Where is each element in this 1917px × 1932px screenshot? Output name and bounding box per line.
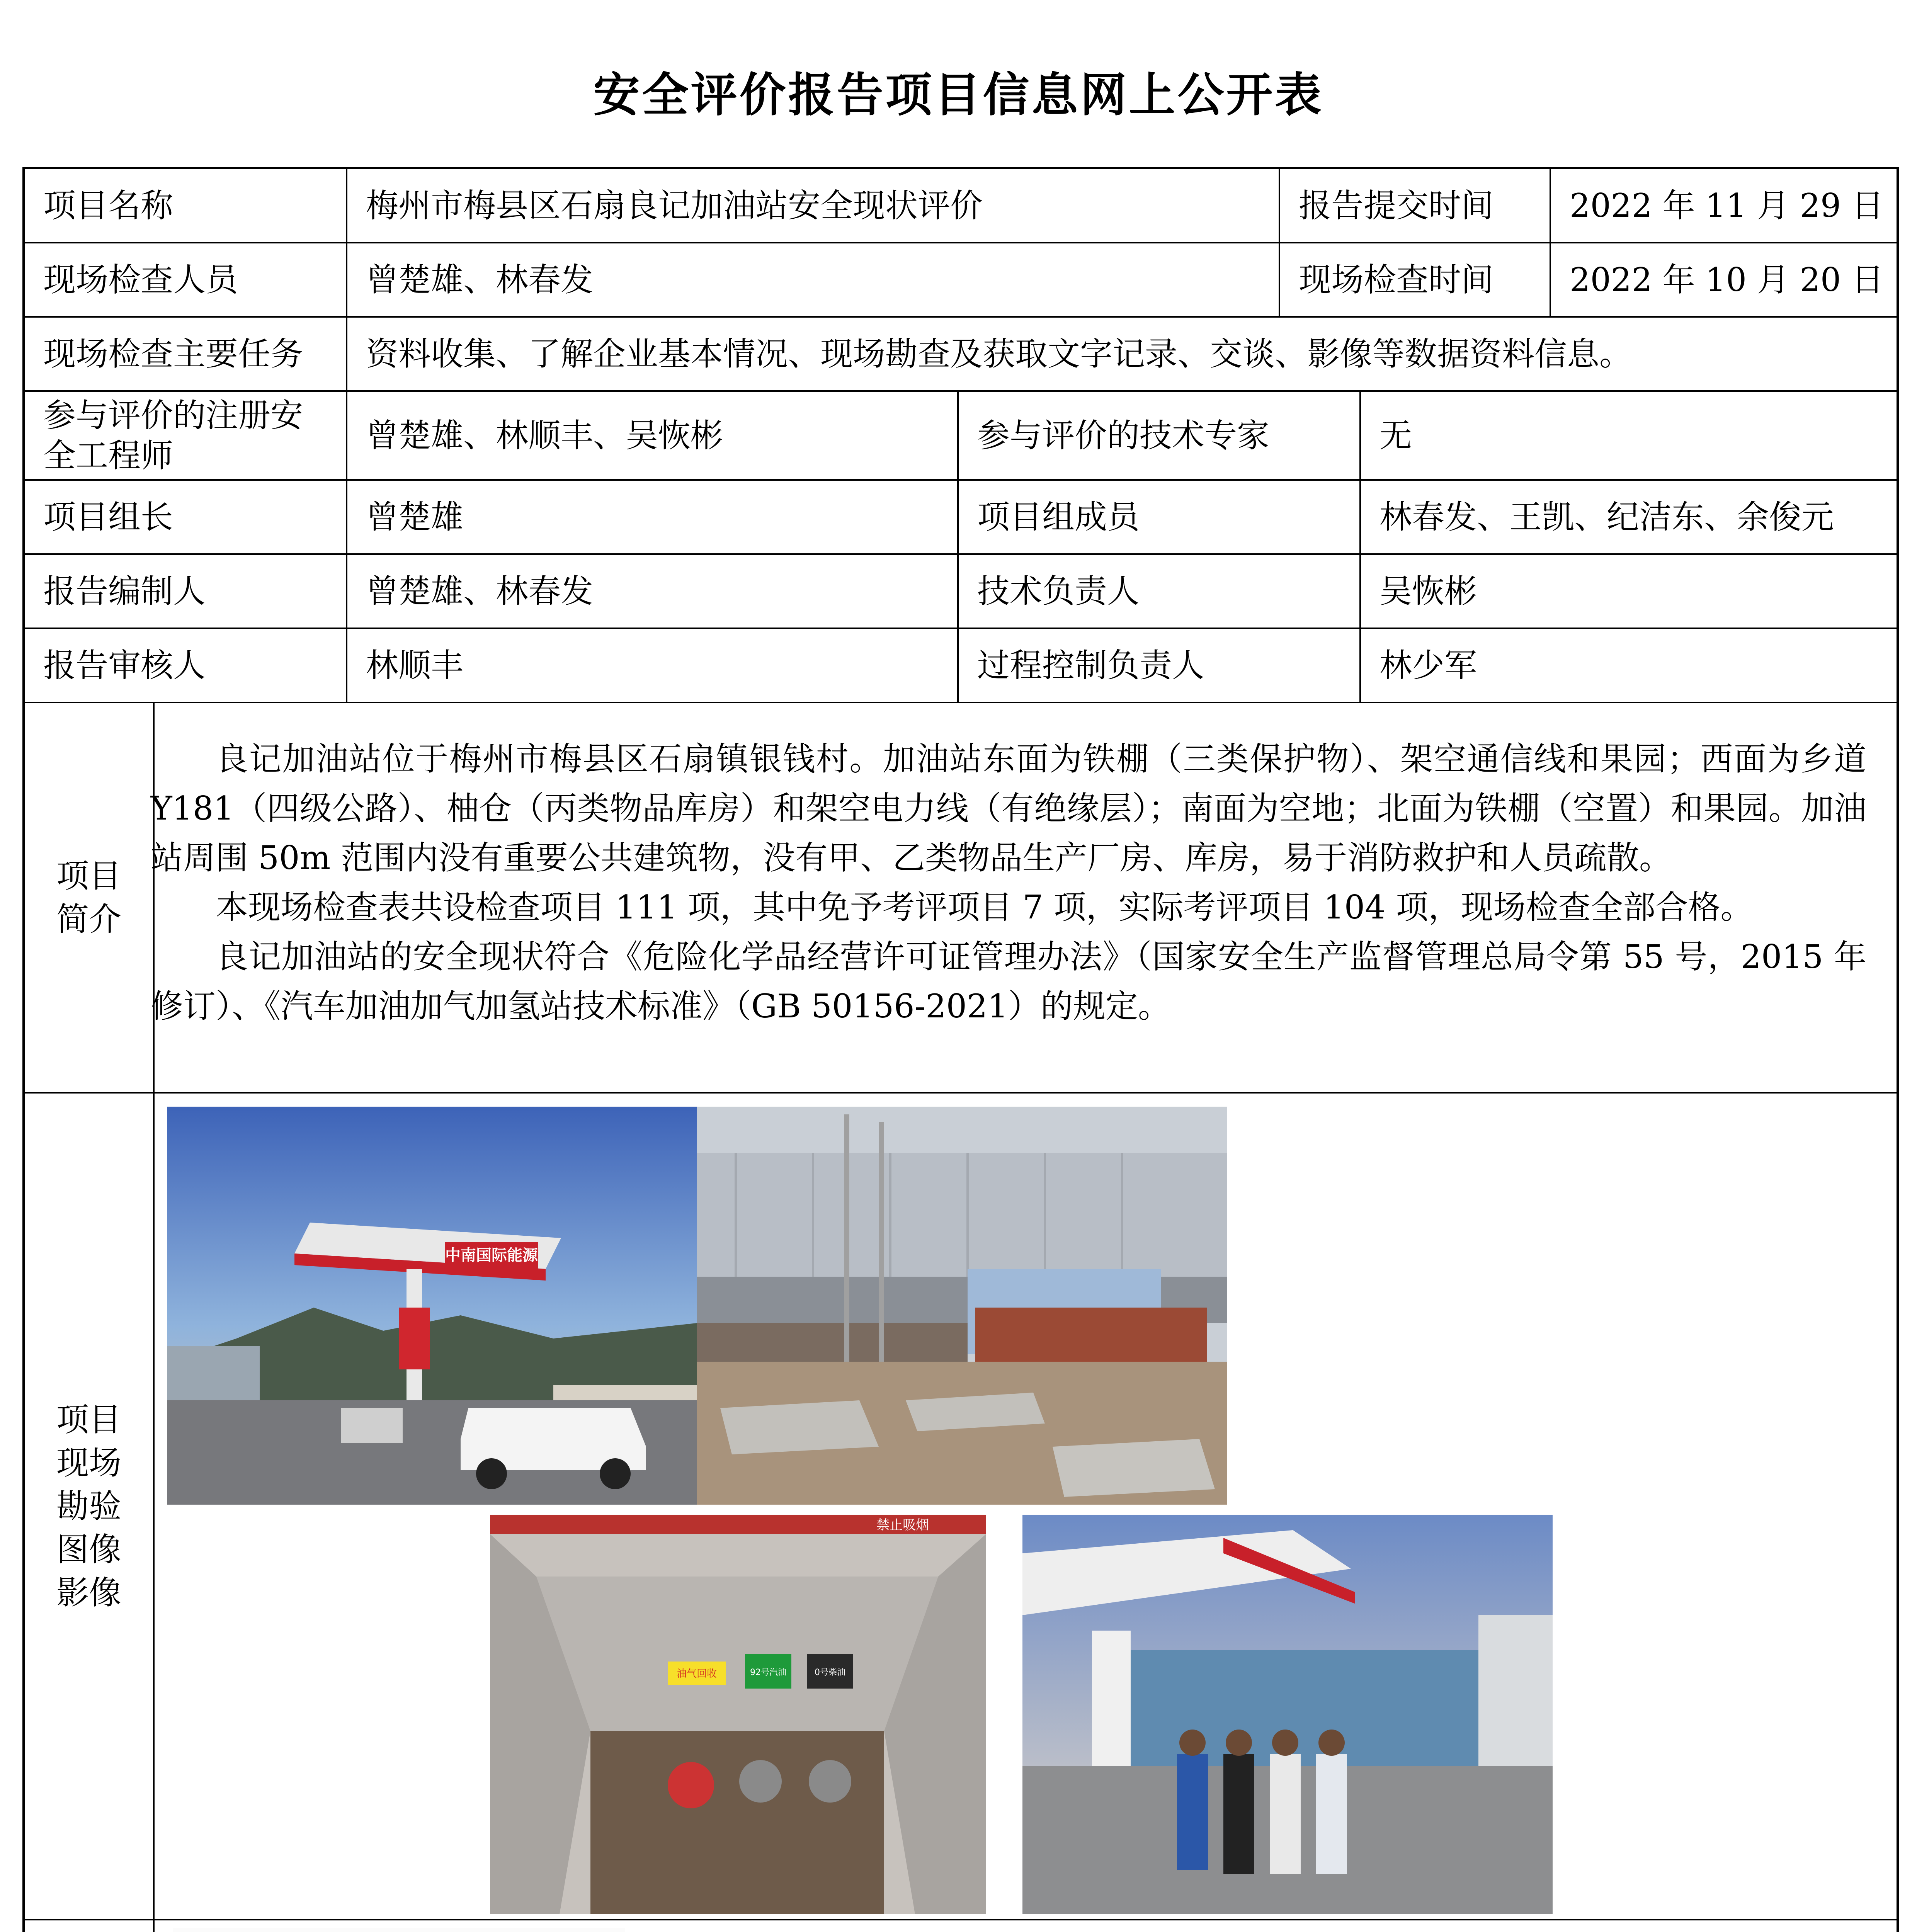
scan-signature-page — [657, 1928, 1101, 1932]
photos-label-cell — [25, 1094, 155, 1920]
tech-lead-value: 吴恢彬 — [1361, 555, 1897, 629]
reviewer-label: 报告审核人 — [25, 629, 347, 703]
reviewer-value: 林顺丰 — [347, 629, 959, 703]
tag-vapor-text: 油气回收 — [676, 1668, 717, 1680]
banner-text: 禁止吸烟 — [876, 1517, 929, 1533]
editor-label: 报告编制人 — [25, 555, 347, 629]
inspect-time-value: 2022 年 10 月 20 日 — [1551, 243, 1897, 318]
photo-inspectors-image — [1022, 1515, 1553, 1914]
process-lead-label: 过程控制负责人 — [959, 629, 1361, 703]
members-label: 项目组成员 — [959, 481, 1361, 555]
leader-value: 曾楚雄 — [347, 481, 959, 555]
intro-label: 项目简介 — [56, 857, 121, 938]
intro-paragraph: 良记加油站位于梅州市梅县区石扇镇银钱村。加油站东面为铁棚（三类保护物）、架空通信线和果园；西面为乡道 Y181（四级公路）、柚仓（丙类物品库房）和架空电力线（有绝缘层）；南面为空地；北面为铁棚（空置）和果园。加油站周围 50m 范围内没有重要公共建筑物，没有甲、乙类物品生产厂房、库房，易于消防救护和人员疏散。 — [151, 740, 1866, 877]
experts-value: 无 — [1361, 392, 1897, 481]
photo-inspectors — [1022, 1515, 1553, 1914]
members-value: 林春发、王凯、纪洁东、余俊元 — [1361, 481, 1897, 555]
leader-label: 项目组长 — [25, 481, 347, 555]
intro-label-cell — [25, 703, 155, 1094]
photo-tank-area — [697, 1107, 1227, 1505]
experts-label: 参与评价的技术专家 — [959, 392, 1361, 481]
scan-conclusion-page — [1105, 1928, 1550, 1932]
main-task-label: 现场检查主要任务 — [25, 318, 347, 392]
main-task-value: 资料收集、了解企业基本情况、现场勘查及获取文字记录、交谈、影像等数据资料信息。 — [347, 318, 1897, 392]
tech-lead-label: 技术负责人 — [959, 555, 1361, 629]
tag-92-text: 92号汽油 — [750, 1668, 786, 1677]
photo-valve-box-image — [490, 1515, 986, 1914]
engineers-label: 参与评价的注册安全工程师 — [25, 392, 347, 481]
photo-tank-area-image — [697, 1107, 1227, 1505]
photo-station-canopy-image — [167, 1107, 697, 1505]
submit-time-value: 2022 年 11 月 29 日 — [1551, 169, 1897, 243]
scan-report-cover — [173, 1928, 625, 1932]
tag-0-text: 0号柴油 — [815, 1668, 845, 1677]
engineers-value: 曾楚雄、林顺丰、吴恢彬 — [347, 392, 959, 481]
project-name-label: 项目名称 — [25, 169, 347, 243]
intro-text — [151, 734, 1866, 1031]
project-name-value: 梅州市梅县区石扇良记加油站安全现状评价 — [347, 169, 1280, 243]
scans-label-cell — [25, 1920, 155, 1932]
submit-time-label: 报告提交时间 — [1280, 169, 1551, 243]
inspectors-label: 现场检查人员 — [25, 243, 347, 318]
process-lead-value: 林少军 — [1361, 629, 1897, 703]
intro-paragraph: 良记加油站的安全现状符合《危险化学品经营许可证管理办法》（国家安全生产监督管理总局令第 55 号，2015 年修订）、《汽车加油加气加氢站技术标准》（GB 50156-2021）的规定。 — [151, 938, 1866, 1025]
inspectors-value: 曾楚雄、林春发 — [347, 243, 1280, 318]
inspect-time-label: 现场检查时间 — [1280, 243, 1551, 318]
photo-valve-box — [490, 1515, 986, 1914]
editor-value: 曾楚雄、林春发 — [347, 555, 959, 629]
canopy-sign-text: 中南国际能源 — [445, 1247, 538, 1264]
intro-paragraph: 本现场检查表共设检查项目 111 项，其中免予考评项目 7 项，实际考评项目 104 项，现场检查全部合格。 — [216, 888, 1753, 926]
photo-station-canopy — [167, 1107, 697, 1505]
photos-label: 项目现场勘验图像影像 — [56, 1401, 121, 1612]
page-title: 安全评价报告项目信息网上公开表 — [593, 68, 1324, 122]
